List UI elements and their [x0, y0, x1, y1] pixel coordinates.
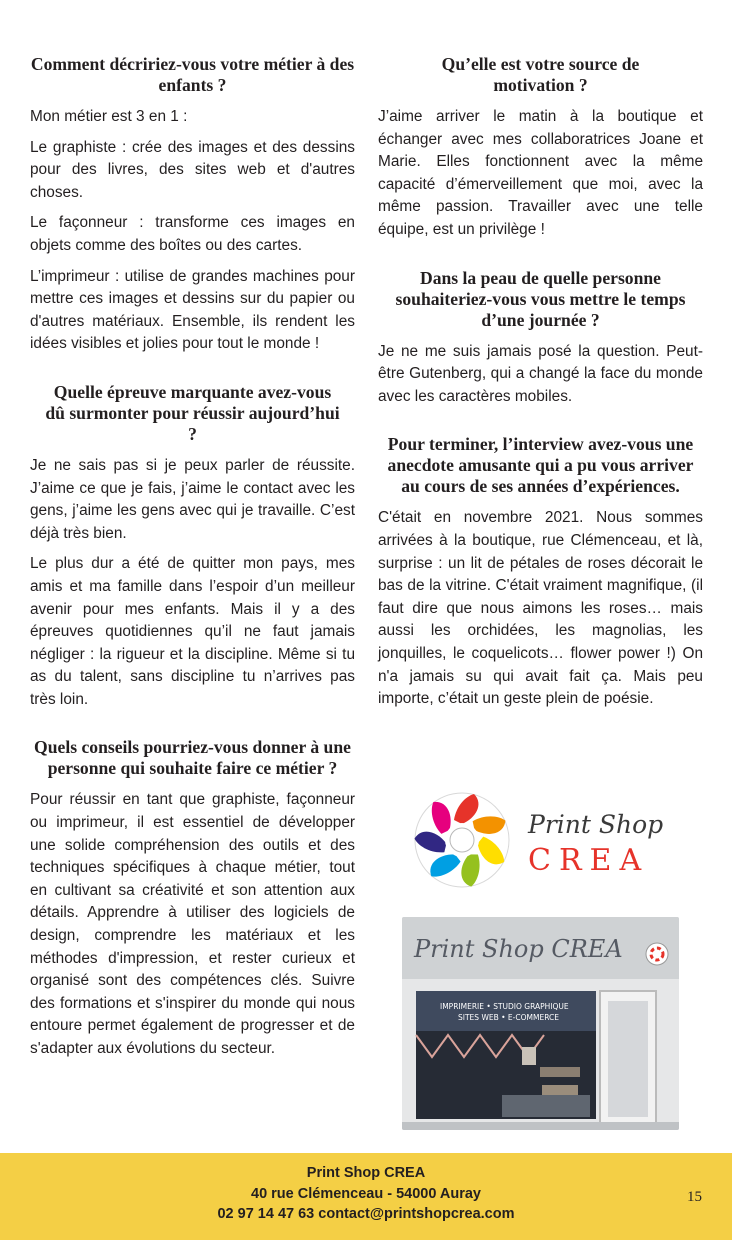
logo-flower-icon — [410, 788, 670, 892]
section-heading: Pour terminer, l’interview avez-vous une anecdote amusante qui a pu vous arriver au cours de ses années d’expériences. — [387, 434, 694, 497]
section-challenge — [30, 382, 355, 712]
shop-front-photo — [402, 917, 679, 1130]
logo-line2: CREA — [528, 843, 650, 878]
paragraph: Pour réussir en tant que graphiste, façonneur ou imprimeur, il est essentiel de développer une solide compréhension des outils et des techniques spécifiques à chaque métier, tout en cultivant sa créativité et son attention aux détails. Apprendre à utiliser des logiciels de design, comprendre les matériaux et les méthodes d'impression, et rester curieux et organisé sont des compétences clés. Suivre des formations et s'inspirer du monde qui nous entoure permet également de progresser et de s'adapter aux évolutions du secteur. — [30, 791, 355, 1057]
paragraph: Le plus dur a été de quitter mon pays, mes amis et ma famille dans l’espoir d’un meilleur avenir pour mes enfants. Mais il y a des épreuves quotidiennes qu’il ne faut jamais négliger : la rigueur et la discipline. Même si tu as du talent, sans discipline tu n’arrives pas très loin. — [30, 555, 355, 708]
footer-address: 40 rue Clémenceau - 54000 Auray — [251, 1185, 481, 1202]
paragraph: Mon métier est 3 en 1 : — [30, 108, 188, 125]
window-text-2: SITES WEB • E-COMMERCE — [458, 1013, 560, 1022]
page-number: 15 — [687, 1189, 702, 1205]
section-heading: Quels conseils pourriez-vous donner à une personne qui souhaite faire ce métier ? — [34, 737, 351, 779]
section-advice — [30, 737, 355, 1060]
paragraph: Le graphiste : crée des images et des dessins pour des livres, des sites web et d'autres choses. — [30, 138, 355, 201]
left-column — [30, 54, 355, 1087]
paragraph: Je ne sais pas si je peux parler de réussite. J’aime ce que je fais, j’aime le contact avec les gens, j’aime les gens avec qui je travaille. C’est déjà très bien. — [30, 456, 355, 542]
section-describe-to-children — [30, 54, 355, 356]
footer-contact: 02 97 14 47 63 contact@printshopcrea.com — [217, 1206, 515, 1222]
paragraph: J’aime arriver le matin à la boutique et échanger avec mes collaboratrices Joane et Marie. Elles fonctionnent avec la même capacité d’émerveillement que moi, avec la même passion. Travailler avec une telle équipe, est un privilège ! — [378, 108, 703, 238]
section-heading: Comment décririez-vous votre métier à des enfants ? — [30, 54, 355, 95]
footer-contact-block — [0, 1163, 732, 1225]
footer-shop-name: Print Shop CREA — [306, 1165, 426, 1181]
paragraph: L’imprimeur : utilise de grandes machines pour mettre ces images et dessins sur du papier ou d'autres matériaux. Ensemble, ils rendent les idées visibles et jolies pour tout le monde ! — [30, 267, 355, 353]
section-heading: Qu’elle est votre source de motivation ? — [441, 54, 640, 95]
window-text-1: IMPRIMERIE • STUDIO GRAPHIQUE — [440, 1002, 569, 1011]
logo-line1: Print Shop — [528, 810, 664, 839]
paragraph: C'était en novembre 2021. Nous sommes arrivées à la boutique, rue Clémenceau, et là, surprise : un lit de pétales de roses décorait le bas de la vitrine. C'était vraiment magnifique, (il faut dire que nous aimons les roses… mais aussi les orchidées, les magnolias, les jonquilles, le coquelicots… flower power !) On n'a jamais su qui avait fait ça. Mais peu importe, c’était un geste plein de poésie. — [378, 509, 703, 708]
section-anecdote — [378, 434, 703, 710]
right-column — [378, 54, 703, 737]
paragraph: Je ne me suis jamais posé la question. Peut-être Gutenberg, qui a changé la face du monde avec les caractères mobiles. — [378, 342, 703, 405]
shop-sign-text: Print Shop CREA — [414, 935, 623, 963]
paragraph: Le façonneur : transforme ces images en objets comme des boîtes ou des cartes. — [30, 214, 355, 254]
print-shop-crea-logo — [410, 788, 670, 892]
section-motivation — [378, 54, 703, 242]
footer — [0, 1153, 732, 1240]
section-one-day — [378, 268, 703, 409]
section-heading: Dans la peau de quelle personne souhaiteriez-vous vous mettre le temps d’une journée ? — [395, 267, 686, 330]
section-heading: Quelle épreuve marquante avez-vous dû surmonter pour réussir aujourd’hui ? — [45, 381, 340, 444]
